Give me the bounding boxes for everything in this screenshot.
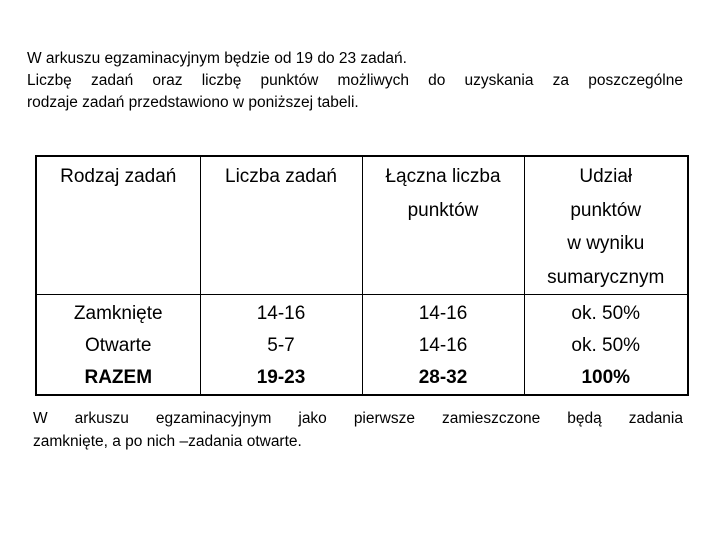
outro-paragraph xyxy=(33,407,683,453)
cell-type: RAZEM xyxy=(36,362,200,395)
header-task-type: Rodzaj zadań xyxy=(36,156,200,295)
intro-line-3: rodzaje zadań przedstawiono w poniższej tabeli. xyxy=(27,94,359,111)
intro-line-1: W arkuszu egzaminacyjnym będzie od 19 do 23 zadań. xyxy=(27,50,407,67)
outro-line-1: W arkuszu egzaminacyjnym jako pierwsze zamieszczone będą zadania xyxy=(33,410,683,427)
outro-line-2: zamknięte, a po nich –zadania otwarte. xyxy=(33,433,302,450)
cell-points: 14-16 xyxy=(362,330,524,362)
header-total-points: Łączna liczba punktów xyxy=(362,156,524,295)
cell-count: 5-7 xyxy=(200,330,362,362)
cell-count: 14-16 xyxy=(200,295,362,331)
cell-share: ok. 50% xyxy=(524,295,688,331)
cell-count: 19-23 xyxy=(200,362,362,395)
header-task-count: Liczba zadań xyxy=(200,156,362,295)
intro-paragraph xyxy=(27,48,683,114)
cell-type: Zamknięte xyxy=(36,295,200,331)
table-row-open xyxy=(36,330,688,362)
cell-share: 100% xyxy=(524,362,688,395)
table-row-closed xyxy=(36,295,688,331)
table-row-total xyxy=(36,362,688,395)
table-header-row xyxy=(36,156,688,295)
task-scoring-table xyxy=(35,155,689,396)
intro-line-2: Liczbę zadań oraz liczbę punktów możliwych do uzyskania za poszczególne xyxy=(27,72,683,89)
cell-points: 14-16 xyxy=(362,295,524,331)
cell-points: 28-32 xyxy=(362,362,524,395)
cell-share: ok. 50% xyxy=(524,330,688,362)
header-points-share: Udział punktów w wyniku sumarycznym xyxy=(524,156,688,295)
cell-type: Otwarte xyxy=(36,330,200,362)
